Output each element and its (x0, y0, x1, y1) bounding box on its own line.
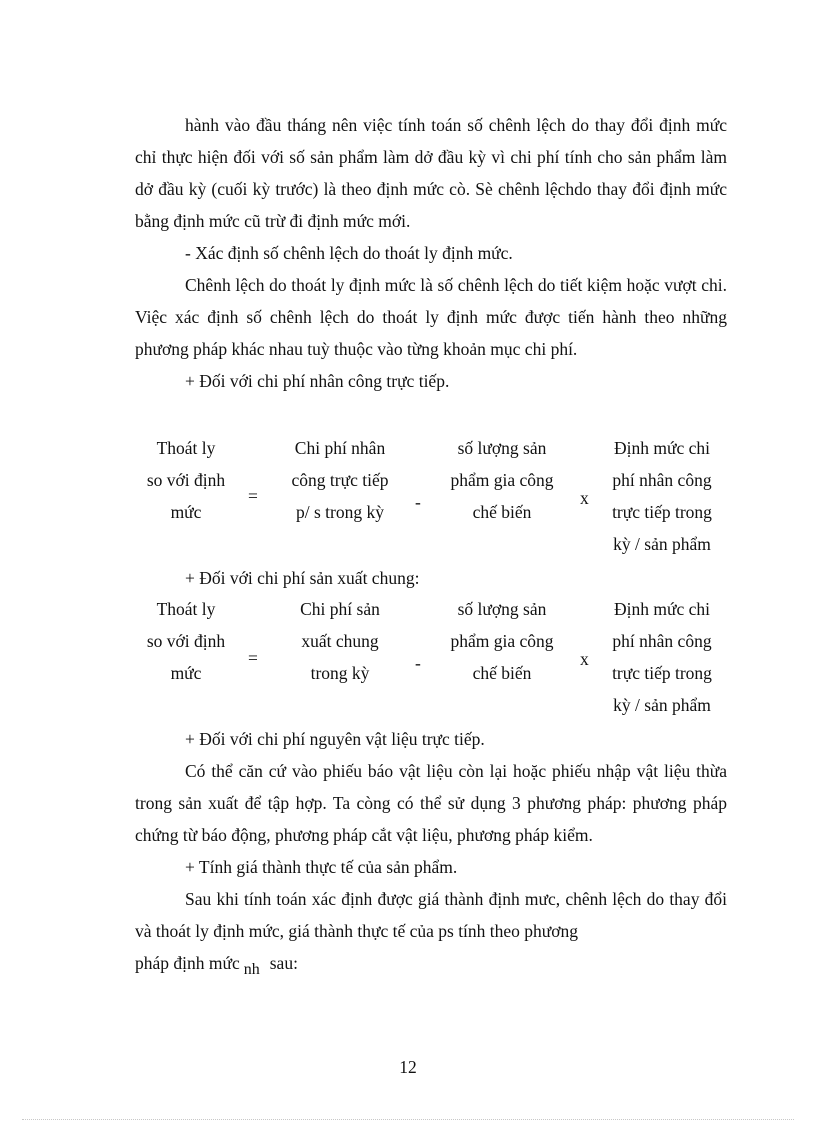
paragraph-deviation-definition: Chênh lệch do thoát ly định mức là số chênh lệch do tiết kiệm hoặc vượt chi. Việc xác định số chênh lệch do thoát ly định mức được tiến hành theo những phương pháp khác nhau tuỳ thuộc vào từng khoản mục chi phí. (135, 275, 727, 359)
formula1-left-line: so với định (146, 470, 226, 490)
formula2-norm-line: Định mức chi (614, 599, 710, 619)
formula2-quantity-term (427, 593, 577, 689)
formula1-cost-line: Chi phí nhân (294, 438, 386, 458)
formula2-equals: = (248, 648, 258, 668)
formula1-cost-term (275, 432, 405, 528)
formula1-quantity-line: phẩm gia công (450, 470, 554, 490)
paragraph-labor-heading: + Đối với chi phí nhân công trực tiếp. (185, 371, 450, 391)
formula2-norm-line: kỳ / sản phẩm (613, 695, 711, 715)
formula1-minus: - (415, 492, 421, 512)
formula1-norm-term (597, 432, 727, 560)
paragraph-material-method: Có thể căn cứ vào phiếu báo vật liệu còn lại hoặc phiếu nhập vật liệu thừa trong sản xuất để tập hợp. Ta còng có thể sử dụng 3 phương pháp: phương pháp chứng từ báo động, phương pháp cắt vật liệu, phương pháp kiểm. (135, 761, 727, 845)
formula1-equals: = (248, 486, 258, 506)
body-text-general-heading (135, 562, 727, 594)
paragraph-general-heading: + Đối với chi phí sản xuất chung: (185, 568, 420, 588)
formula2-cost-term (275, 593, 405, 689)
formula2-norm-line: trực tiếp trong (612, 663, 712, 683)
formula2-times: x (580, 649, 589, 669)
formula2-cost-line: Chi phí sản (300, 599, 380, 619)
formula1-norm-line: trực tiếp trong (612, 502, 712, 522)
footer-divider (22, 1119, 794, 1120)
formula1-norm-line: kỳ / sản phẩm (613, 534, 711, 554)
formula2-left-term (135, 593, 237, 689)
paragraph-last-line (135, 947, 727, 981)
formula1-cost-line: p/ s trong kỳ (296, 502, 384, 522)
formula2-cost-line: trong kỳ (310, 663, 370, 683)
paragraph-material-heading: + Đối với chi phí nguyên vật liệu trực tiếp. (185, 729, 485, 749)
paragraph-standard-change: hành vào đầu tháng nên việc tính toán số chênh lệch do thay đổi định mức chỉ thực hiện đối với số sản phẩm làm dở đầu kỳ vì chi phí tính cho sản phẩm làm dở đầu kỳ (cuối kỳ trước) là theo định mức cò. Sè chênh lệchdo thay đổi định mức bằng định mức cũ trừ đi định mức mới. (135, 115, 727, 231)
formula1-norm-line: Định mức chi (614, 438, 710, 458)
formula2-cost-line: xuất chung (301, 631, 379, 651)
body-text-bottom (135, 723, 727, 981)
formula-labor-deviation (135, 432, 735, 562)
formula2-quantity-line: phẩm gia công (450, 631, 554, 651)
last-line-ending: sau: (269, 953, 298, 973)
formula2-left-line: mức (170, 663, 202, 683)
formula2-norm-line: phí nhân công (612, 631, 712, 651)
paragraph-actual-cost-heading: + Tính giá thành thực tế của sản phẩm. (185, 857, 458, 877)
formula2-norm-term (597, 593, 727, 721)
formula1-quantity-term (427, 432, 577, 528)
formula1-left-line: Thoát ly (156, 438, 216, 458)
formula1-norm-line: phí nhân công (612, 470, 712, 490)
formula1-cost-line: công trực tiếp (291, 470, 389, 490)
formula-general-deviation (135, 593, 735, 723)
last-line-text: pháp định mức (135, 953, 240, 973)
last-line-subscript: nh (243, 961, 260, 978)
formula2-left-line: Thoát ly (156, 599, 216, 619)
formula1-quantity-line: chế biến (472, 502, 532, 522)
formula1-times: x (580, 488, 589, 508)
page-number: 12 (399, 1057, 417, 1077)
paragraph-deviation-heading: - Xác định số chênh lệch do thoát ly định mức. (185, 243, 513, 263)
formula2-quantity-line: số lượng sản (457, 599, 547, 619)
formula2-minus: - (415, 653, 421, 673)
formula2-quantity-line: chế biến (472, 663, 532, 683)
formula2-left-line: so với định (146, 631, 226, 651)
body-text-top (135, 109, 727, 397)
formula1-quantity-line: số lượng sản (457, 438, 547, 458)
paragraph-actual-cost: Sau khi tính toán xác định được giá thành định mưc, chênh lệch do thay đổi và thoát ly định mức, giá thành thực tế của ps tính theo phương (135, 889, 727, 941)
formula1-left-line: mức (170, 502, 202, 522)
formula1-left-term (135, 432, 237, 528)
